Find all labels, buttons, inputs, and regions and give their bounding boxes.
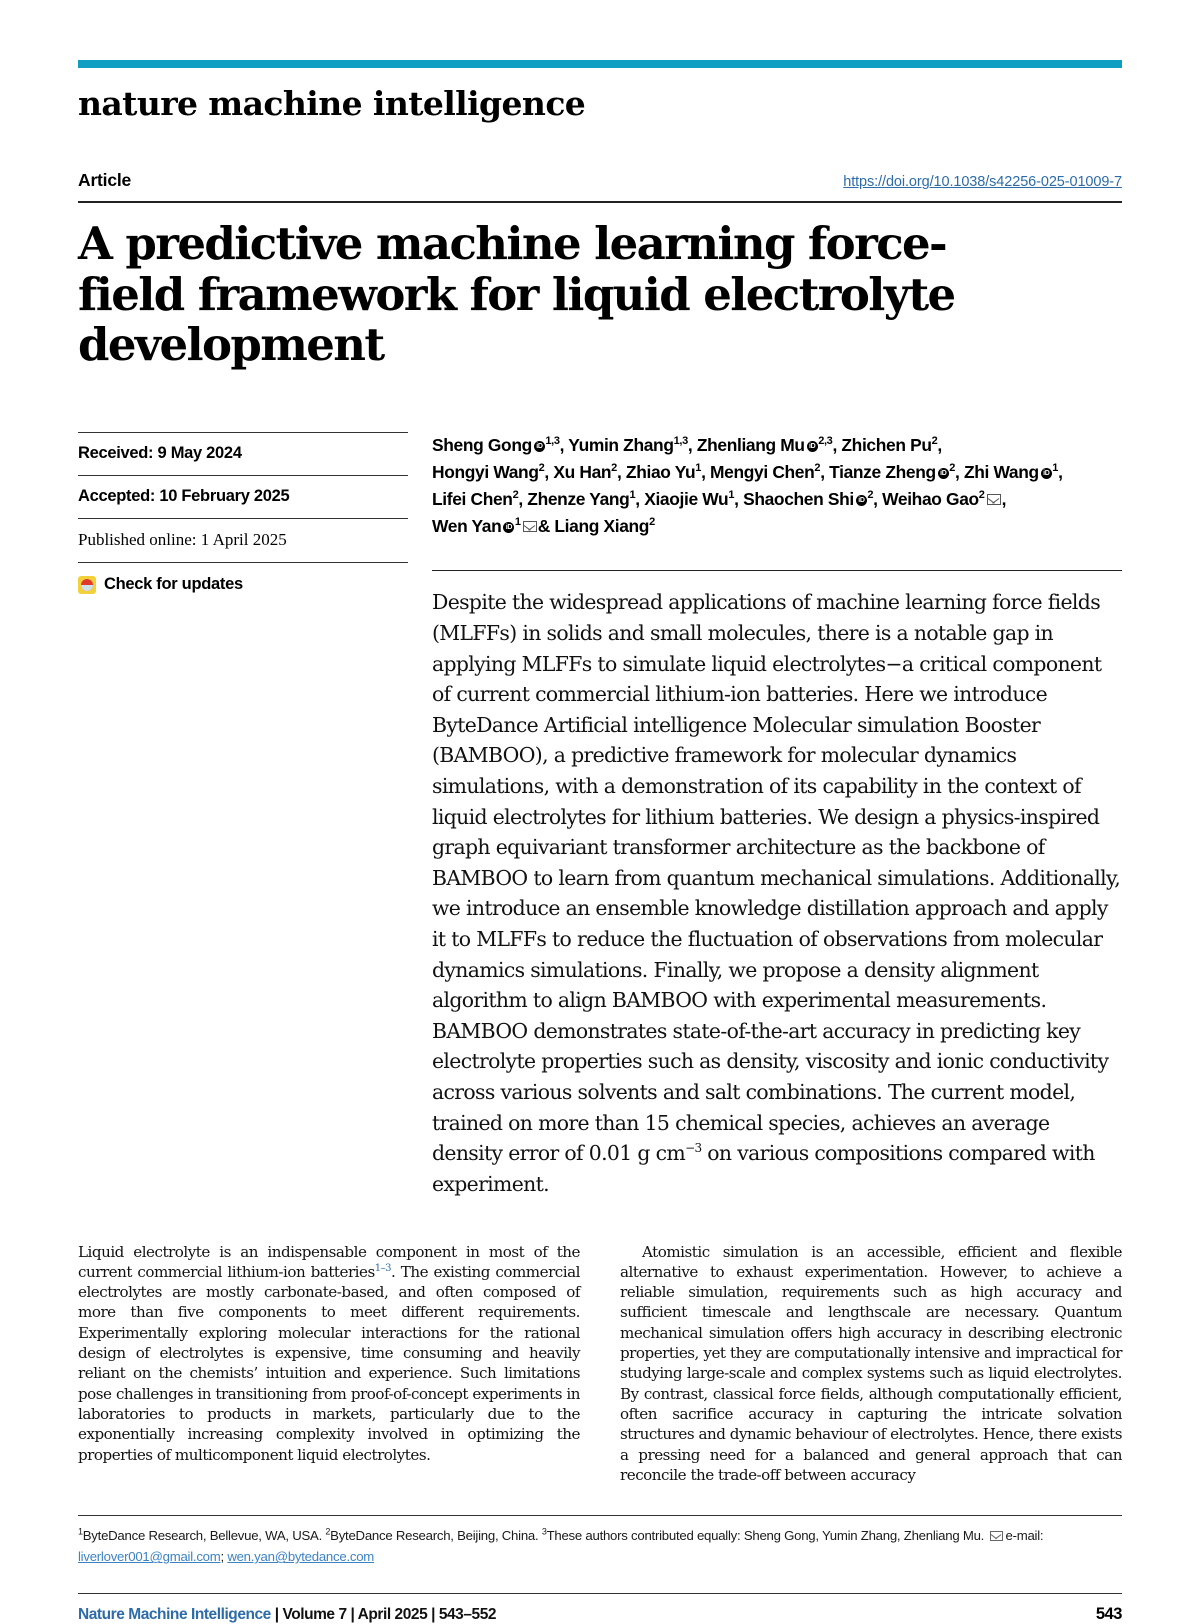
abstract-divider [432, 570, 1122, 571]
body-columns [78, 1242, 1122, 1486]
author-affiliation-sup: 2 [512, 489, 519, 502]
equal-contribution-text: These authors contributed equally: Sheng Gong, Yumin Zhang, Zhenliang Mu. [546, 1528, 988, 1544]
author-affiliation-sup: 2 [978, 489, 985, 502]
crossmark-icon [78, 576, 96, 594]
article-header-row [78, 170, 1122, 191]
author-affiliation-sup: 1 [728, 489, 735, 502]
footer-journal-name[interactable]: Nature Machine Intelligence [78, 1606, 271, 1624]
page-footer [78, 1605, 1122, 1624]
author-name[interactable]: , Shaochen Shi [734, 489, 854, 510]
author-affiliation-sup: 1 [1052, 462, 1059, 475]
email-envelope-icon [990, 1531, 1003, 1541]
column-gap [408, 432, 432, 1199]
affiliations-footnote [78, 1525, 1122, 1567]
orcid-icon[interactable] [503, 522, 514, 533]
reference-citation[interactable]: 1–3 [374, 1262, 392, 1274]
footer-citation [78, 1606, 496, 1624]
check-for-updates[interactable] [78, 563, 408, 594]
abstract-superscript: −3 [685, 1141, 702, 1156]
abstract-text-tail: on various compositions compared with experiment. [432, 1141, 1095, 1196]
author-name[interactable]: , Tianze Zheng [820, 462, 936, 483]
orcid-icon[interactable] [938, 468, 949, 479]
orcid-icon[interactable] [1041, 468, 1052, 479]
author-name[interactable]: , Zhenze Yang [518, 489, 630, 510]
footnote-divider [78, 1515, 1122, 1516]
author-name[interactable]: , Xiaojie Wu [635, 489, 729, 510]
affiliation-marker: 3 [541, 1526, 547, 1537]
meta-and-authors [78, 432, 1122, 1199]
email-link-secondary[interactable]: wen.yan@bytedance.com [227, 1549, 375, 1565]
author-name[interactable]: , Weihao Gao [873, 489, 979, 510]
footer-volume-info: | Volume 7 | April 2025 | 543–552 [270, 1606, 497, 1624]
doi-link[interactable]: https://doi.org/10.1038/s42256-025-01009-7 [843, 174, 1122, 191]
author-separator: , [937, 435, 942, 456]
abstract [432, 587, 1122, 1199]
affiliation-text: ByteDance Research, Bellevue, WA, USA. [82, 1528, 326, 1544]
footer-divider [78, 1593, 1122, 1594]
author-separator: , [1058, 462, 1063, 483]
corresponding-author-envelope-icon[interactable] [523, 521, 537, 532]
author-affiliation-sup: 1 [514, 516, 521, 529]
author-separator: , [1001, 489, 1007, 510]
author-affiliation-sup: 2 [949, 462, 956, 475]
author-name[interactable]: , Zhichen Pu [832, 435, 932, 456]
author-affiliation-sup: 2 [538, 462, 545, 475]
author-list [432, 432, 1122, 540]
author-name[interactable]: , Zhiao Yu [616, 462, 696, 483]
author-affiliation-sup: 1,3 [545, 435, 560, 448]
authors-and-abstract-column [432, 432, 1122, 1199]
affiliation-marker: 1 [78, 1526, 83, 1537]
author-name[interactable]: Hongyi Wang [432, 462, 539, 483]
body-column-right [620, 1242, 1122, 1486]
received-date: Received: 9 May 2024 [78, 433, 408, 476]
published-date: Published online: 1 April 2025 [78, 519, 408, 563]
author-name[interactable]: , Yumin Zhang [559, 435, 674, 456]
article-type-label: Article [78, 170, 132, 191]
author-affiliation-sup: 2 [814, 462, 821, 475]
author-affiliation-sup: 2 [611, 462, 617, 475]
body-column-left [78, 1242, 580, 1486]
accepted-date: Accepted: 10 February 2025 [78, 476, 408, 519]
page-number: 543 [1095, 1605, 1122, 1624]
author-affiliation-sup: 2,3 [818, 435, 833, 448]
article-metadata-column [78, 432, 408, 1199]
author-affiliation-sup: 1 [629, 489, 636, 502]
author-name[interactable]: Wen Yan [432, 516, 502, 537]
page-title: A predictive machine learning force-field framework for liquid electrolyte development [78, 217, 955, 372]
author-affiliation-sup: 2 [931, 435, 938, 448]
author-affiliation-sup: 1 [695, 462, 702, 475]
paragraph [78, 1242, 580, 1465]
orcid-icon[interactable] [534, 441, 545, 452]
author-affiliation-sup: 2 [867, 489, 874, 502]
author-affiliation-sup: 1,3 [673, 435, 688, 448]
paragraph: Atomistic simulation is an accessible, efficient and flexible alternative to exhaust experimentation. However, to achieve a reliable simulation, requirements such as high accuracy and sufficient timescale and lengthscale are necessary. Quantum mechanical simulation offers high accuracy in describing electronic properties, yet they are computationally intensive and impractical for studying large-scale and complex systems such as liquid electrolytes. By contrast, classical force fields, although computationally efficient, often sacrifice accuracy in capturing the intricate solvation structures and dynamic behaviour of electrolytes. Hence, there exists a pressing need for a balanced and general approach that can reconcile the trade-off between accuracy [620, 1242, 1122, 1484]
email-separator: ; [220, 1549, 228, 1565]
author-name[interactable]: Sheng Gong [432, 435, 532, 456]
header-divider [78, 201, 1122, 203]
author-name[interactable]: , Zhi Wang [955, 462, 1039, 483]
brand-accent-bar [78, 60, 1122, 68]
affiliation-text: ByteDance Research, Beijing, China. [330, 1528, 542, 1544]
orcid-icon[interactable] [856, 495, 867, 506]
abstract-text: Despite the widespread applications of machine learning force fields (MLFFs) in solids and small molecules, there is a notable gap in applying MLFFs to simulate liquid electrolytes−a critical component of current commercial lithium-ion batteries. Here we introduce ByteDance Artificial intelligence Molecular simulation Booster (BAMBOO), a predictive framework for molecular dynamics simulations, with a demonstration of its capability in the context of liquid electrolytes for lithium batteries. We design a physics-inspired graph equivariant transformer architecture as the backbone of BAMBOO to learn from quantum mechanical simulations. Additionally, we introduce an ensemble knowledge distillation approach and apply it to MLFFs to reduce the fluctuation of observations from molecular dynamics simulations. Finally, we propose a density alignment algorithm to align BAMBOO with experimental measurements. BAMBOO demonstrates state-of-the-art accuracy in predicting key electrolyte properties such as density, viscosity and ionic conductivity across various solvents and salt combinations. The current model, trained on more than 15 chemical species, achieves an average density error of 0.01 g cm [432, 590, 1121, 1166]
email-link-primary[interactable]: liverlover001@gmail.com [78, 1549, 221, 1565]
author-name[interactable]: , Mengyi Chen [701, 462, 815, 483]
author-name[interactable]: , Zhenliang Mu [687, 435, 805, 456]
author-name[interactable]: & Liang Xiang [537, 516, 650, 537]
corresponding-author-envelope-icon[interactable] [987, 494, 1001, 505]
email-label: e-mail: [1005, 1528, 1044, 1544]
check-for-updates-label: Check for updates [104, 575, 243, 594]
body-text: . The existing commercial electrolytes are mostly carbonate-based, and often composed of more than five components to meet different requirements. Experimentally exploring molecular interactions for the rational design of electrolytes is expensive, time consuming and heavily reliant on the chemists’ intuition and experience. Such limitations pose challenges in transitioning from proof-of-concept experiments in laboratories to products in markets, particularly due to the exponentially increasing complexity involved in optimizing the properties of multicomponent liquid electrolytes. [78, 1262, 580, 1464]
journal-masthead: nature machine intelligence [78, 84, 586, 123]
affiliation-marker: 2 [325, 1526, 331, 1537]
author-name[interactable]: Lifei Chen [432, 489, 513, 510]
author-name[interactable]: , Xu Han [544, 462, 612, 483]
orcid-icon[interactable] [807, 441, 818, 452]
body-text: Liquid electrolyte is an indispensable component in most of the current commercial lithium-ion batteries [78, 1242, 580, 1281]
page-content [78, 0, 1122, 1624]
author-affiliation-sup: 2 [649, 516, 655, 529]
